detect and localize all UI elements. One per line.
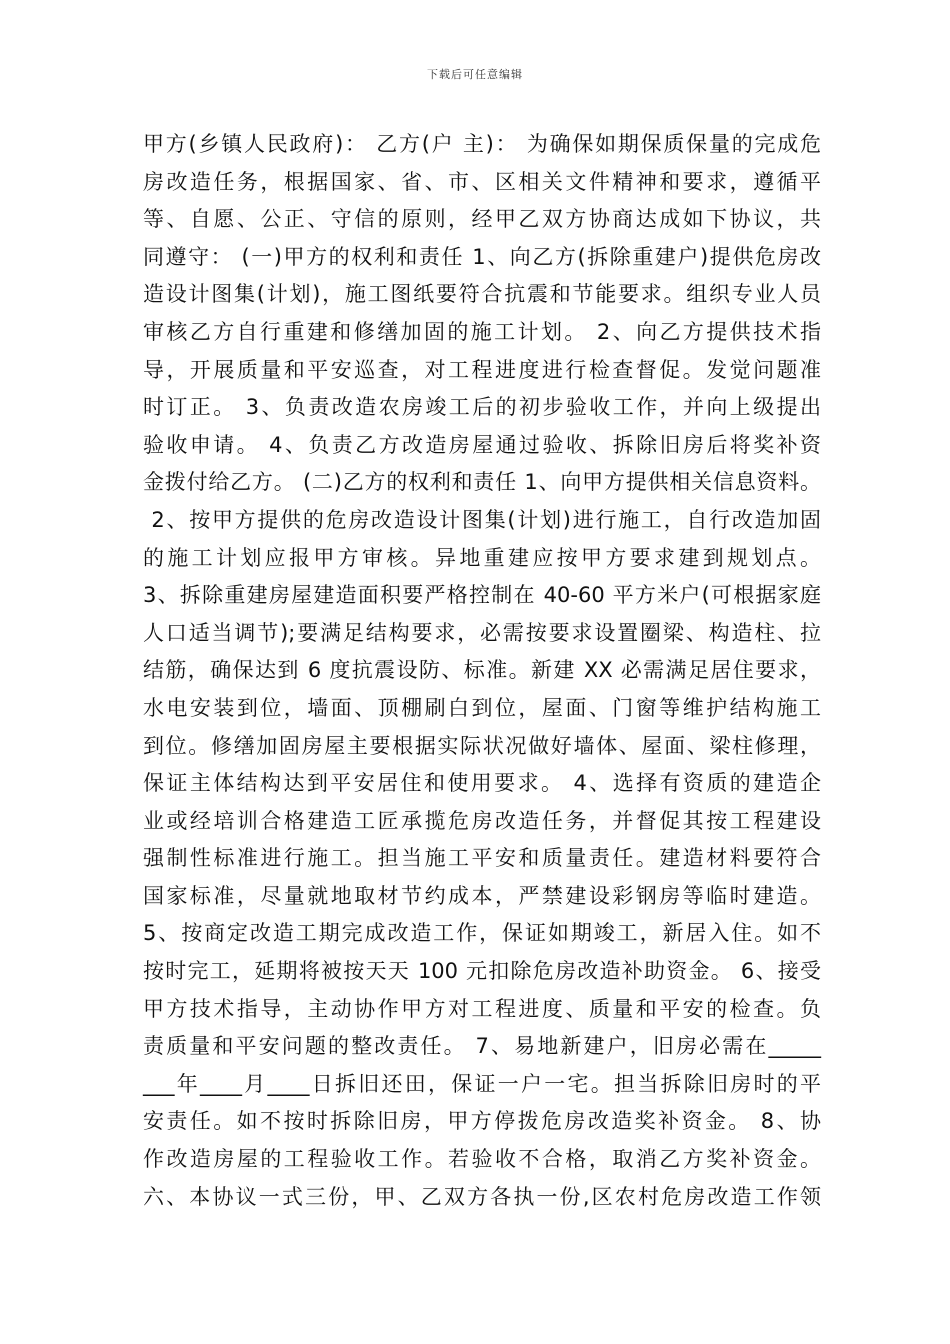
body-line: ___年____月____日拆旧还田，保证一户一宅。担当拆除旧房时的平 bbox=[143, 1071, 821, 1096]
body-line: 导，开展质量和平安巡查，对工程进度进行检查督促。发觉问题准 bbox=[143, 357, 821, 382]
agreement-body-text bbox=[143, 126, 821, 1216]
body-line: 3、拆除重建房屋建造面积要严格控制在 40-60 平方米户(可根据家庭 bbox=[143, 583, 821, 608]
body-line: 结筋，确保达到 6 度抗震设防、标准。新建 XX 必需满足居住要求， bbox=[143, 658, 821, 683]
body-line: 金拨付给乙方。 (二)乙方的权利和责任 1、向甲方提供相关信息资料。 bbox=[143, 470, 821, 495]
body-line: 六、本协议一式三份，甲、乙双方各执一份,区农村危房改造工作领 bbox=[143, 1184, 821, 1209]
body-line: 的施工计划应报甲方审核。异地重建应按甲方要求建到规划点。 bbox=[143, 545, 821, 570]
body-line: 甲方(乡镇人民政府)： 乙方(户 主)： 为确保如期保质保量的完成危 bbox=[143, 132, 821, 156]
body-line: 作改造房屋的工程验收工作。若验收不合格，取消乙方奖补资金。 bbox=[143, 1147, 821, 1172]
body-line: 按时完工，延期将被按天天 100 元扣除危房改造补助资金。 6、接受 bbox=[143, 959, 821, 984]
body-line: 保证主体结构达到平安居住和使用要求。 4、选择有资质的建造企 bbox=[143, 771, 821, 796]
body-line: 2、按甲方提供的危房改造设计图集(计划)进行施工，自行改造加固 bbox=[143, 507, 821, 532]
body-line: 等、自愿、公正、守信的原则，经甲乙双方协商达成如下协议，共 bbox=[143, 207, 821, 232]
body-line: 水电安装到位，墙面、顶棚刷白到位，屋面、门窗等维护结构施工 bbox=[143, 695, 821, 720]
body-line: 业或经培训合格建造工匠承揽危房改造任务，并督促其按工程建设 bbox=[143, 808, 821, 833]
body-line: 5、按商定改造工期完成改造工作，保证如期竣工，新居入住。如不 bbox=[143, 921, 821, 946]
body-line: 责质量和平安问题的整改责任。 7、易地新建户，旧房必需在_____ bbox=[143, 1034, 821, 1059]
body-line: 房改造任务，根据国家、省、市、区相关文件精神和要求，遵循平 bbox=[143, 169, 821, 194]
body-line: 安责任。如不按时拆除旧房，甲方停拨危房改造奖补资金。 8、协 bbox=[143, 1109, 821, 1134]
body-line: 造设计图集(计划)，施工图纸要符合抗震和节能要求。组织专业人员 bbox=[143, 282, 821, 307]
body-line: 验收申请。 4、负责乙方改造房屋通过验收、拆除旧房后将奖补资 bbox=[143, 432, 821, 457]
body-line: 到位。修缮加固房屋主要根据实际状况做好墙体、屋面、梁柱修理， bbox=[143, 733, 821, 758]
body-line: 人口适当调节);要满足结构要求，必需按要求设置圈梁、构造柱、拉 bbox=[143, 620, 821, 645]
body-line: 强制性标准进行施工。担当施工平安和质量责任。建造材料要符合 bbox=[143, 846, 821, 871]
body-line: 同遵守： (一)甲方的权利和责任 1、向乙方(拆除重建户)提供危房改 bbox=[143, 244, 821, 269]
body-line: 国家标准，尽量就地取材节约成本，严禁建设彩钢房等临时建造。 bbox=[143, 883, 821, 908]
body-line: 时订正。 3、负责改造农房竣工后的初步验收工作，并向上级提出 bbox=[143, 395, 821, 420]
page-header: 下载后可任意编辑 bbox=[427, 68, 523, 81]
body-line: 审核乙方自行重建和修缮加固的施工计划。 2、向乙方提供技术指 bbox=[143, 319, 821, 344]
body-line: 甲方技术指导，主动协作甲方对工程进度、质量和平安的检查。负 bbox=[143, 996, 821, 1021]
